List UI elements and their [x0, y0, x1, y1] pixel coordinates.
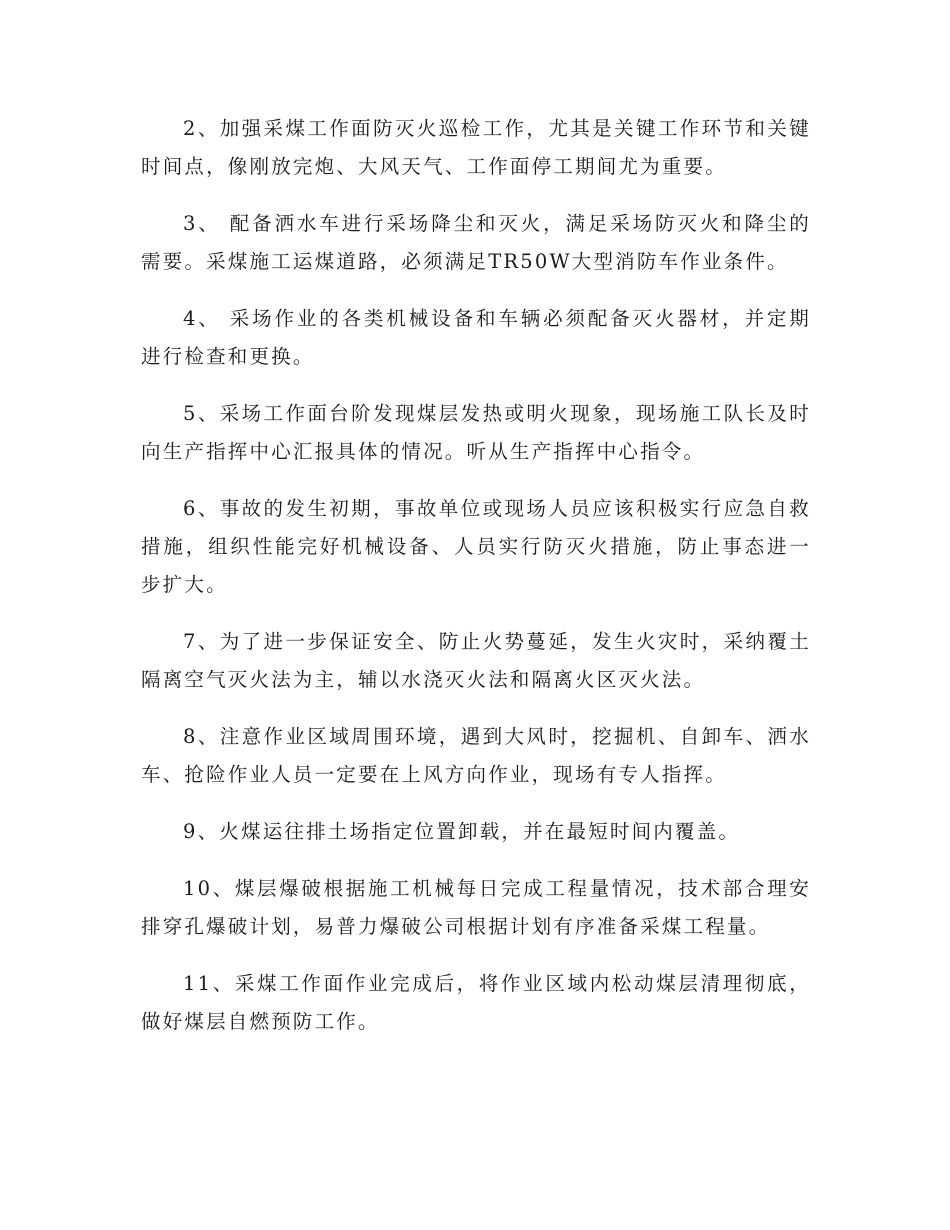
paragraph-item-4: 4、 采场作业的各类机械设备和车辆必须配备灭火器材，并定期进行检查和更换。: [141, 307, 811, 368]
paragraph-item-10: 10、煤层爆破根据施工机械每日完成工程量情况，技术部合理安排穿孔爆破计划，易普力爆破公司根据计划有序准备采煤工程量。: [141, 877, 811, 938]
paragraph-item-3: 3、 配备洒水车进行采场降尘和灭火，满足采场防灭火和降尘的需要。采煤施工运煤道路，必须满足TR50W大型消防车作业条件。: [141, 212, 811, 273]
paragraph-item-6: 6、事故的发生初期，事故单位或现场人员应该积极实行应急自救措施，组织性能完好机械设备、人员实行防灭火措施，防止事态进一步扩大。: [141, 497, 811, 596]
paragraph-item-9: 9、火煤运往排土场指定位置卸载，并在最短时间内覆盖。: [183, 820, 741, 843]
paragraph-item-5: 5、采场工作面台阶发现煤层发热或明火现象，现场施工队长及时向生产指挥中心汇报具体的情况。听从生产指挥中心指令。: [141, 402, 811, 463]
paragraph-item-8: 8、注意作业区域周围环境，遇到大风时，挖掘机、自卸车、洒水车、抢险作业人员一定要在上风方向作业，现场有专人指挥。: [141, 725, 811, 786]
paragraph-item-2: 2、加强采煤工作面防灭火巡检工作，尤其是关键工作环节和关键时间点，像刚放完炮、大风天气、工作面停工期间尤为重要。: [141, 117, 811, 178]
paragraph-item-7: 7、为了进一步保证安全、防止火势蔓延，发生火灾时，采纳覆土隔离空气灭火法为主，辅以水浇灭火法和隔离火区灭火法。: [141, 630, 811, 691]
document-body: [141, 110, 811, 1060]
paragraph-item-11: 11、采煤工作面作业完成后，将作业区域内松动煤层清理彻底，做好煤层自燃预防工作。: [141, 972, 811, 1033]
